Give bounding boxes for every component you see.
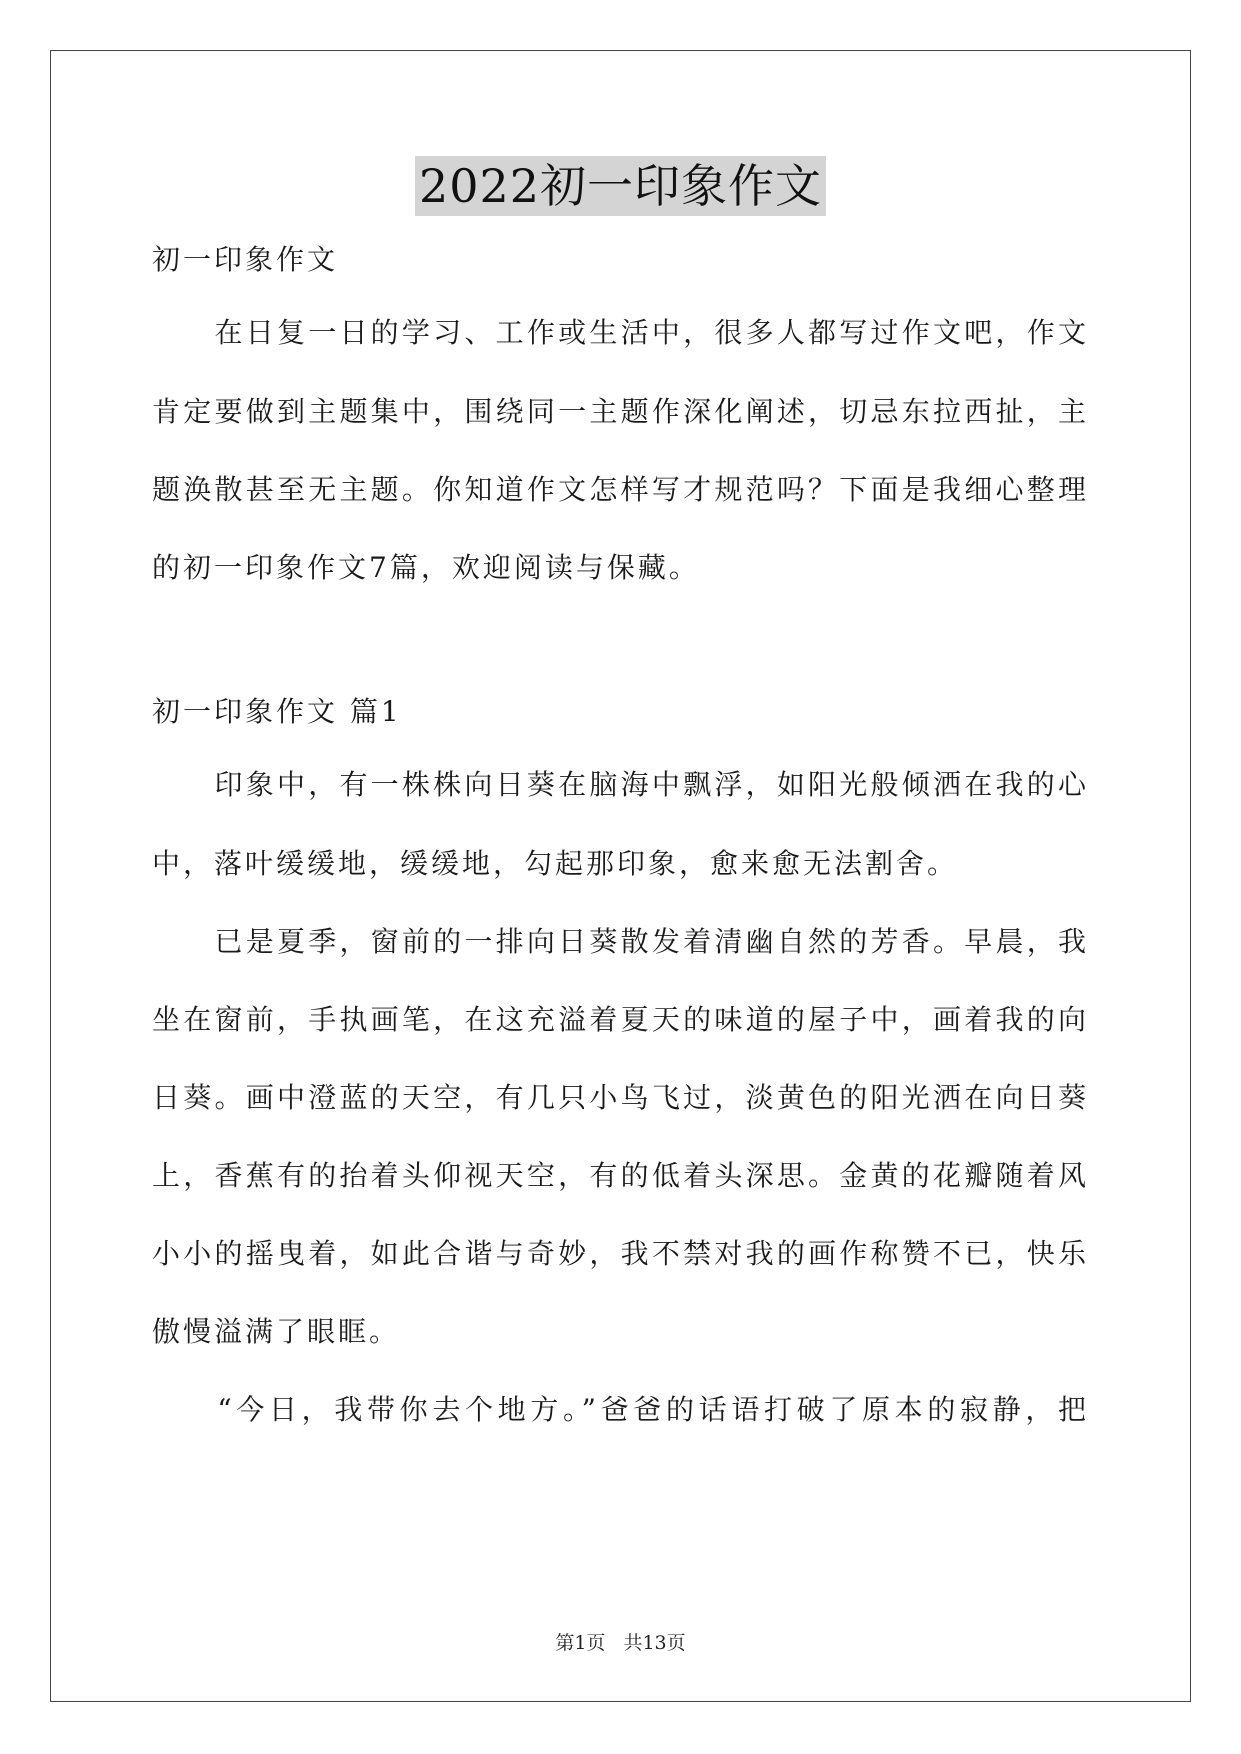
para1-line-1: 印象中，有一株株向日葵在脑海中飘浮，如阳光般倾洒在我的心 [152,768,1089,801]
para2-line-4: 上，香蕉有的抬着头仰视天空，有的低着头深思。金黄的花瓣随着风 [152,1159,1089,1192]
para2-line-1: 已是夏季，窗前的一排向日葵散发着清幽自然的芳香。早晨，我 [152,925,1089,958]
para1-line-2: 中，落叶缓缓地，缓缓地，勾起那印象，愈来愈无法割舍。 [152,847,959,880]
title-container [0,156,1241,216]
section-heading: 初一印象作文 篇1 [152,695,402,728]
page-number: 第1页 [555,1632,606,1654]
page-total: 共13页 [623,1632,686,1654]
para3-line-1: “今日，我带你去个地方。”爸爸的话语打破了原本的寂静，把 [152,1393,1089,1426]
document-title: 2022初一印象作文 [415,156,826,216]
page-footer [0,1628,1241,1655]
para2-line-5: 小小的摇曳着，如此合谐与奇妙，我不禁对我的画作称赞不已，快乐 [152,1237,1089,1270]
intro-line-4: 的初一印象作文7篇，欢迎阅读与保藏。 [152,551,700,584]
subtitle: 初一印象作文 [152,243,339,276]
para2-line-3: 日葵。画中澄蓝的天空，有几只小鸟飞过，淡黄色的阳光洒在向日葵 [152,1081,1089,1114]
intro-line-1: 在日复一日的学习、工作或生活中，很多人都写过作文吧，作文 [152,316,1089,349]
para2-line-2: 坐在窗前，手执画笔，在这充溢着夏天的味道的屋子中，画着我的向 [152,1003,1089,1036]
intro-line-3: 题涣散甚至无主题。你知道作文怎样写才规范吗？下面是我细心整理 [152,473,1089,506]
intro-line-2: 肯定要做到主题集中，围绕同一主题作深化阐述，切忌东拉西扯，主 [152,395,1089,428]
para2-line-6: 傲慢溢满了眼眶。 [152,1315,401,1348]
